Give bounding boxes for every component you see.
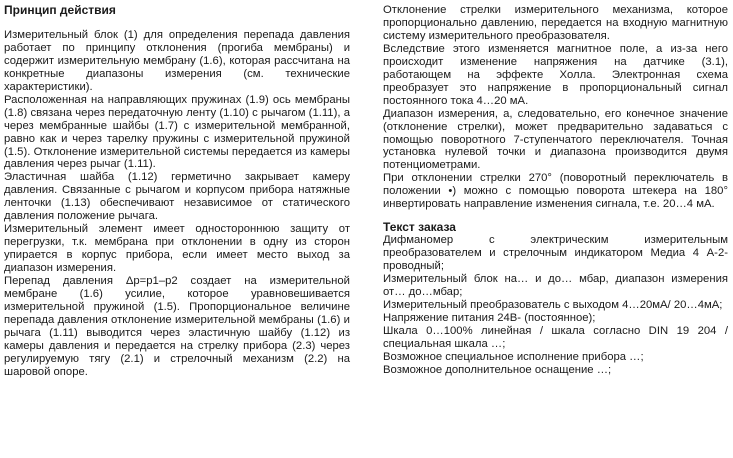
paragraph: Эластичная шайба (1.12) герметично закрывает камеру давления. Связанные с рычагом и корпусом прибора натяжные ленточки (1.13) обеспечивают независимое от статического давления положение рычага. — [4, 171, 350, 223]
paragraph: Диапазон измерения, а, следовательно, его конечное значение (отклонение стрелки), может предварительно задаваться с помощью поворотного 7-ступенчатого переключателя. Точная установка нулевой точки и диапазона производится двумя потенциометрами. — [383, 107, 728, 172]
spacer — [4, 17, 350, 29]
order-item: Измерительный преобразователь с выходом 4…20мА/ 20…4мА; — [383, 298, 723, 311]
order-item: Напряжение питания 24В- (постоянное); — [383, 311, 596, 324]
order-item: Дифманомер с электрическим измерительным преобразователем и стрелочным индикатором Медиа 4 А-2-проводный; — [383, 234, 728, 273]
paragraph: При отклонении стрелки 270° (поворотный переключатель в положении •) можно с помощью поворота штекера на 180° инвертировать направление изменения сигнала, т.е. 20…4 мА. — [383, 172, 728, 211]
order-item: Шкала 0…100% линейная / шкала согласно DIN 19 204 / специальная шкала …; — [383, 324, 728, 350]
paragraph: Расположенная на направляющих пружинах (1.9) ось мембраны (1.8) связана через передаточную ленту (1.10) с рычагом (1.11), а через мембранные шайбы (1.7) с измерительной мембранной, равно как и через тарелку пружины с измерительной пружиной (1.5). Отклонение измерительной системы передается из камеры давления через рычаг (1.11). — [4, 93, 350, 171]
paragraph: Отклонение стрелки измерительного механизма, которое пропорционально давлению, передается на входную магнитную систему измерительного преобразователя. — [383, 4, 728, 42]
paragraph: Измерительный блок (1) для определения перепада давления работает по принципу отклонения (прогиба мембраны) и содержит измерительную мембрану (1.6), которая рассчитана на конкретные диапазоны измерения (см. технические характеристики). — [4, 28, 350, 93]
paragraph: Перепад давления Δp=p1–p2 создает на измерительной мембране (1.6) усилие, которое уравновешивается измерительной пружиной (1.5). Пропорциональное величине перепада давления отклонение измерительной мембраны (1.6) и рычага (1.11) выводится через эластичную шайбу (1.12) из камеры давления и передается на стрелку прибора (2.3) через регулируемую тягу (2.1) и стрелочный механизм (2.2) на шаровой опоре. — [4, 275, 350, 378]
left-column — [4, 4, 350, 379]
order-item: Возможное специальное исполнение прибора …; — [383, 350, 644, 363]
paragraph: Вследствие этого изменяется магнитное поле, а из-за него происходит изменение напряжения на датчике (3.1), работающем на эффекте Холла. Электронная схема преобразует это напряжение в пропорциональный сигнал постоянного тока 4…20 мА. — [383, 42, 728, 107]
order-item: Возможное дополнительное оснащение …; — [383, 363, 612, 376]
section-title-order: Текст заказа — [383, 220, 456, 235]
section-title-principle: Принцип действия — [4, 3, 116, 17]
paragraph: Измерительный элемент имеет одностороннюю защиту от перегрузки, т.к. мембрана при отклонении в одну из сторон упирается в корпус прибора, если имеет место выход за диапазон измерения. — [4, 223, 350, 275]
order-item: Измерительный блок на… и до… мбар, диапазон измерения от… до…мбар; — [383, 273, 728, 299]
right-column — [383, 4, 728, 377]
